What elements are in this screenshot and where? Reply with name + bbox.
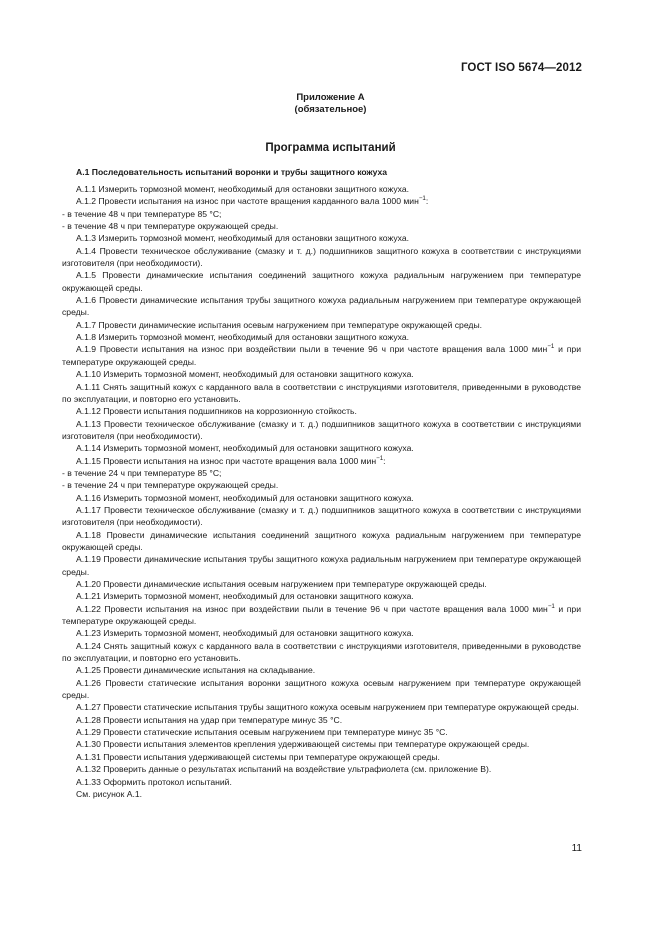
item-a1-19: А.1.19 Провести динамические испытания трубы защитного кожуха радиальным нагружением при температуре окружающей среды. — [62, 554, 581, 577]
item-a1-15 — [62, 455, 581, 467]
item-a1-24: А.1.24 Снять защитный кожух с карданного вала в соответствии с инструкциями изготовителя, приведенными в руководстве по эксплуатации, и повторно его установить. — [62, 640, 581, 664]
annex-title: Приложение А — [296, 92, 365, 103]
item-a1-22 — [62, 603, 581, 628]
item-a1-3: А.1.3 Измерить тормозной момент, необходимый для остановки защитного кожуха. — [76, 233, 409, 244]
item-a1-15-dash-2: - в течение 24 ч при температуре окружающей среды. — [62, 480, 279, 491]
page-number: 11 — [571, 843, 582, 854]
item-a1-17: А.1.17 Провести техническое обслуживание (смазку и т. д.) подшипников защитного кожуха в соответствии с инструкциями изготовителя (при необходимости). — [62, 504, 581, 528]
item-a1-16: А.1.16 Измерить тормозной момент, необходимый для остановки защитного кожуха. — [76, 492, 414, 503]
item-a1-5: А.1.5 Провести динамические испытания соединений защитного кожуха радиальным нагружением при температуре окружающей среды. — [62, 270, 581, 293]
item-a1-6: А.1.6 Провести динамические испытания трубы защитного кожуха радиальным нагружением при температуре окружающей среды. — [62, 295, 581, 318]
item-a1-10: А.1.10 Измерить тормозной момент, необходимый для остановки защитного кожуха. — [76, 369, 414, 380]
item-a1-32: А.1.32 Проверить данные о результатах испытаний на воздействие ультрафиолета (см. приложение В). — [76, 764, 492, 775]
item-a1-1: А.1.1 Измерить тормозной момент, необходимый для остановки защитного кожуха. — [76, 184, 409, 194]
item-a1-12: А.1.12 Провести испытания подшипников на коррозионную стойкость. — [76, 406, 357, 417]
item-a1-2-dash-2: - в течение 48 ч при температуре окружающей среды. — [62, 221, 279, 232]
item-text: А.1.22 Провести испытания на износ при воздействии пыли в течение 96 ч при частоте вращения вала 1000 мин — [76, 603, 548, 614]
item-text: : — [425, 196, 429, 207]
exponent: −1 — [547, 343, 555, 351]
item-a1-23: А.1.23 Измерить тормозной момент, необходимый для остановки защитного кожуха. — [76, 628, 414, 639]
exponent: −1 — [376, 454, 384, 462]
item-a1-13: А.1.13 Провести техническое обслуживание (смазку и т. д.) подшипников защитного кожуха в соответствии с инструкциями изготовителя (при необходимости). — [62, 418, 581, 441]
program-title: Программа испытаний — [265, 142, 396, 154]
item-a1-25: А.1.25 Провести динамические испытания на складывание. — [76, 665, 316, 676]
item-a1-15-dash-1: - в течение 24 ч при температуре 85 °С; — [62, 467, 222, 478]
item-a1-18: А.1.18 Провести динамические испытания соединений защитного кожуха радиальным нагружением при температуре окружающей среды. — [62, 529, 581, 552]
exponent: −1 — [547, 602, 555, 610]
item-a1-31: А.1.31 Провести испытания удерживающей системы при температуре окружающей среды. — [76, 751, 440, 762]
item-a1-27: А.1.27 Провести статические испытания трубы защитного кожуха осевым нагружением при температуре окружающей среды. — [76, 702, 579, 713]
item-a1-9 — [62, 343, 581, 368]
item-a1-20: А.1.20 Провести динамические испытания осевым нагружением при температуре окружающей среды. — [76, 579, 487, 589]
item-a1-28: А.1.28 Провести испытания на удар при температуре минус 35 °С. — [76, 714, 343, 725]
item-a1-14: А.1.14 Измерить тормозной момент, необходимый для остановки защитного кожуха. — [76, 443, 414, 454]
item-text: и при температуре окружающей среды. — [62, 603, 582, 627]
test-program-body — [62, 183, 581, 800]
item-a1-2 — [62, 195, 581, 207]
item-a1-30: А.1.30 Провести испытания элементов крепления удерживающей системы при температуре окружающей среды. — [76, 739, 530, 750]
item-a1-26: А.1.26 Провести статические испытания воронки защитного кожуха осевым нагружением при температуре окружающей среды. — [62, 677, 581, 701]
item-text: и при температуре окружающей среды. — [62, 344, 582, 367]
section-heading: А.1 Последовательность испытаний воронки и трубы защитного кожуха — [76, 167, 388, 177]
item-a1-21: А.1.21 Измерить тормозной момент, необходимый для остановки защитного кожуха. — [76, 591, 414, 602]
item-text: А.1.2 Провести испытания на износ при частоте вращения карданного вала 1000 мин — [76, 196, 419, 207]
item-text: : — [383, 455, 386, 466]
item-text: А.1.9 Провести испытания на износ при воздействии пыли в течение 96 ч при частоте вращения вала 1000 мин — [76, 344, 548, 355]
item-a1-11: А.1.11 Снять защитный кожух с карданного вала в соответствии с инструкциями изготовителя, приведенными в руководстве по эксплуатации, и повторно его установить. — [62, 381, 581, 404]
annex-status: (обязательное) — [294, 104, 367, 115]
item-a1-8: А.1.8 Измерить тормозной момент, необходимый для остановки защитного кожуха. — [76, 332, 409, 343]
item-text: А.1.15 Провести испытания на износ при частоте вращения вала 1000 мин — [76, 455, 377, 466]
annex-heading — [0, 92, 661, 116]
item-a1-7: А.1.7 Провести динамические испытания осевым нагружением при температуре окружающей среды. — [76, 319, 483, 330]
item-a1-2-dash-1: - в течение 48 ч при температуре 85 °С; — [62, 208, 222, 219]
item-a1-33: А.1.33 Оформить протокол испытаний. — [76, 776, 232, 787]
figure-reference: См. рисунок А.1. — [76, 788, 143, 799]
standard-code: ГОСТ ISO 5674—2012 — [460, 62, 582, 74]
exponent: −1 — [418, 195, 426, 203]
item-a1-29: А.1.29 Провести статические испытания осевым нагружением при температуре минус 35 °С. — [76, 727, 448, 738]
item-a1-4: А.1.4 Провести техническое обслуживание (смазку и т. д.) подшипников защитного кожуха в соответствии с инструкциями изготовителя (при необходимости). — [62, 245, 581, 269]
